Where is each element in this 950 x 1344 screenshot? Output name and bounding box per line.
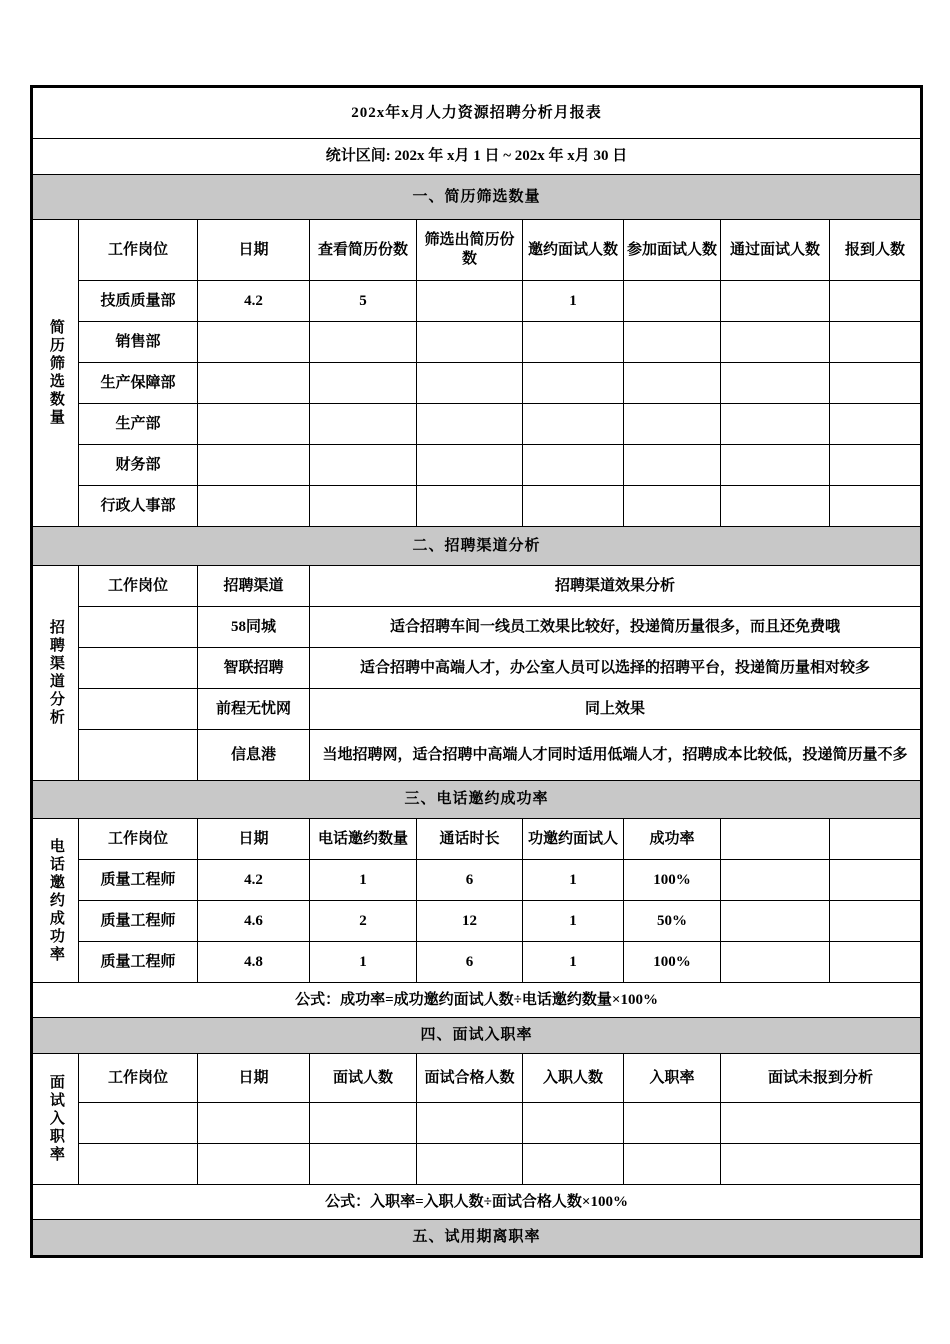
cell: 4.2	[198, 860, 310, 901]
cell: 智联招聘	[198, 648, 310, 689]
section4-header: 四、面试入职率	[32, 1018, 922, 1054]
cell	[198, 1144, 310, 1185]
column-header	[721, 819, 830, 860]
table-row	[32, 281, 922, 322]
cell	[417, 1103, 523, 1144]
cell	[417, 486, 523, 527]
cell	[310, 322, 417, 363]
cell	[624, 363, 721, 404]
table-row	[32, 322, 922, 363]
cell	[310, 1103, 417, 1144]
table-row	[32, 648, 922, 689]
hr-recruitment-report-table	[30, 85, 923, 1258]
cell	[721, 860, 830, 901]
cell	[830, 281, 922, 322]
table-row	[32, 860, 922, 901]
column-header: 邀约面试人数	[523, 220, 624, 281]
cell: 1	[310, 942, 417, 983]
cell	[417, 404, 523, 445]
column-header: 报到人数	[830, 220, 922, 281]
report-sheet	[30, 85, 920, 1258]
cell	[198, 404, 310, 445]
cell	[624, 281, 721, 322]
cell	[79, 1103, 198, 1144]
section1-header: 一、简历筛选数量	[32, 175, 922, 220]
cell	[721, 1103, 922, 1144]
column-header: 电话邀约数量	[310, 819, 417, 860]
cell	[417, 1144, 523, 1185]
table-row	[32, 942, 922, 983]
column-header: 日期	[198, 1054, 310, 1103]
table-row	[32, 1103, 922, 1144]
cell: 1	[523, 901, 624, 942]
cell: 质量工程师	[79, 860, 198, 901]
column-header: 面试合格人数	[417, 1054, 523, 1103]
column-header: 参加面试人数	[624, 220, 721, 281]
table-row	[32, 901, 922, 942]
table-row	[32, 607, 922, 648]
cell	[79, 607, 198, 648]
cell	[523, 1144, 624, 1185]
cell: 4.2	[198, 281, 310, 322]
cell	[310, 445, 417, 486]
cell: 6	[417, 942, 523, 983]
cell	[79, 1144, 198, 1185]
column-header: 通话时长	[417, 819, 523, 860]
cell	[79, 730, 198, 781]
cell	[310, 1144, 417, 1185]
cell: 5	[310, 281, 417, 322]
cell	[624, 322, 721, 363]
cell	[830, 486, 922, 527]
column-header: 入职人数	[523, 1054, 624, 1103]
cell	[523, 1103, 624, 1144]
cell	[198, 322, 310, 363]
cell	[721, 363, 830, 404]
cell	[624, 486, 721, 527]
cell	[310, 363, 417, 404]
cell	[624, 1144, 721, 1185]
cell	[198, 486, 310, 527]
cell	[830, 363, 922, 404]
cell	[721, 901, 830, 942]
cell	[523, 445, 624, 486]
cell: 质量工程师	[79, 901, 198, 942]
cell: 1	[523, 942, 624, 983]
cell: 1	[523, 860, 624, 901]
section5-header: 五、试用期离职率	[32, 1220, 922, 1257]
cell: 100%	[624, 942, 721, 983]
cell: 生产部	[79, 404, 198, 445]
cell	[79, 689, 198, 730]
column-header: 日期	[198, 220, 310, 281]
cell: 1	[523, 281, 624, 322]
cell: 前程无忧网	[198, 689, 310, 730]
column-header: 面试未报到分析	[721, 1054, 922, 1103]
cell	[624, 445, 721, 486]
hire-rate-formula: 公式：入职率=入职人数÷面试合格人数×100%	[32, 1185, 922, 1220]
table-row	[32, 445, 922, 486]
cell	[310, 486, 417, 527]
cell	[198, 445, 310, 486]
section3-side-label: 电话邀约成功率	[32, 819, 79, 983]
cell: 销售部	[79, 322, 198, 363]
column-header: 面试人数	[310, 1054, 417, 1103]
cell	[624, 1103, 721, 1144]
cell	[721, 942, 830, 983]
cell	[523, 404, 624, 445]
cell: 同上效果	[310, 689, 922, 730]
cell: 行政人事部	[79, 486, 198, 527]
section2-side-label: 招聘渠道分析	[32, 566, 79, 781]
cell: 50%	[624, 901, 721, 942]
cell	[721, 445, 830, 486]
cell	[198, 1103, 310, 1144]
column-header: 入职率	[624, 1054, 721, 1103]
cell	[830, 322, 922, 363]
column-header: 工作岗位	[79, 220, 198, 281]
cell	[523, 486, 624, 527]
cell: 适合招聘车间一线员工效果比较好，投递简历量很多，而且还免费哦	[310, 607, 922, 648]
cell: 技质质量部	[79, 281, 198, 322]
cell	[624, 404, 721, 445]
cell	[830, 404, 922, 445]
section2-header: 二、招聘渠道分析	[32, 527, 922, 566]
cell	[830, 860, 922, 901]
cell: 信息港	[198, 730, 310, 781]
table-row	[32, 689, 922, 730]
cell: 6	[417, 860, 523, 901]
table-row	[32, 363, 922, 404]
table-row	[32, 1144, 922, 1185]
cell: 生产保障部	[79, 363, 198, 404]
column-header	[830, 819, 922, 860]
cell: 100%	[624, 860, 721, 901]
column-header: 成功率	[624, 819, 721, 860]
cell	[417, 322, 523, 363]
cell: 4.6	[198, 901, 310, 942]
column-header: 工作岗位	[79, 1054, 198, 1103]
cell	[721, 322, 830, 363]
cell	[79, 648, 198, 689]
cell: 2	[310, 901, 417, 942]
cell	[310, 404, 417, 445]
cell	[721, 1144, 922, 1185]
cell	[721, 486, 830, 527]
column-header: 功邀约面试人	[523, 819, 624, 860]
cell	[417, 281, 523, 322]
cell: 4.8	[198, 942, 310, 983]
cell: 12	[417, 901, 523, 942]
cell	[830, 901, 922, 942]
cell	[830, 445, 922, 486]
cell	[417, 363, 523, 404]
cell	[417, 445, 523, 486]
success-rate-formula: 公式：成功率=成功邀约面试人数÷电话邀约数量×100%	[32, 983, 922, 1018]
cell: 财务部	[79, 445, 198, 486]
cell: 质量工程师	[79, 942, 198, 983]
table-row	[32, 404, 922, 445]
section3-header: 三、电话邀约成功率	[32, 781, 922, 819]
table-row	[32, 486, 922, 527]
column-header: 查看简历份数	[310, 220, 417, 281]
cell: 58同城	[198, 607, 310, 648]
cell	[830, 942, 922, 983]
section4-side-label: 面试入职率	[32, 1054, 79, 1185]
column-header: 招聘渠道	[198, 566, 310, 607]
cell	[198, 363, 310, 404]
cell	[721, 281, 830, 322]
report-period: 统计区间: 202x 年 x月 1 日 ~ 202x 年 x月 30 日	[32, 139, 922, 175]
cell	[523, 363, 624, 404]
report-title: 202x年x月人力资源招聘分析月报表	[32, 87, 922, 139]
column-header: 工作岗位	[79, 566, 198, 607]
cell: 1	[310, 860, 417, 901]
column-header: 招聘渠道效果分析	[310, 566, 922, 607]
column-header: 筛选出简历份数	[417, 220, 523, 281]
column-header: 日期	[198, 819, 310, 860]
cell	[721, 404, 830, 445]
table-row	[32, 730, 922, 781]
column-header: 工作岗位	[79, 819, 198, 860]
section1-side-label: 简历筛选数量	[32, 220, 79, 527]
cell: 当地招聘网，适合招聘中高端人才同时适用低端人才，招聘成本比较低，投递简历量不多	[310, 730, 922, 781]
cell	[523, 322, 624, 363]
column-header: 通过面试人数	[721, 220, 830, 281]
cell: 适合招聘中高端人才，办公室人员可以选择的招聘平台，投递简历量相对较多	[310, 648, 922, 689]
